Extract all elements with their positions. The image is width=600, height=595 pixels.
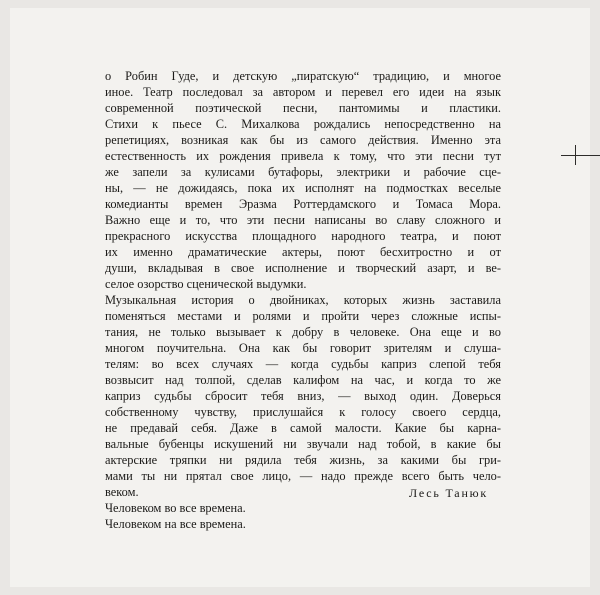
- article-text: [105, 68, 501, 532]
- text-line: каприз судьбы сбросит тебя вниз, — выход один. Доверься: [105, 389, 501, 403]
- text-line: телям: во всех случаях — когда судьбы каприз слепой тебя: [105, 357, 501, 371]
- text-line: тания, не только вызывает к добру в человеке. Она еще и во: [105, 325, 501, 339]
- text-line: о Робин Гуде, и детскую „пиратскую“ традицию, и многое: [105, 69, 501, 83]
- text-line: же запели за кулисами бутафоры, электрики и рабочие сце-: [105, 165, 501, 179]
- text-line: актерские тряпки ни рядила тебя жизнь, за какими бы гри-: [105, 453, 501, 467]
- crop-mark-horizontal: [561, 155, 600, 156]
- text-line: многом поучительна. Она как бы говорит зрителям и слуша-: [105, 341, 501, 355]
- text-line: иное. Театр последовал за автором и перевел его идеи на язык: [105, 85, 501, 99]
- text-line: Человеком во все времена.: [105, 501, 246, 515]
- text-line: селое озорство сценической выдумки.: [105, 277, 307, 291]
- text-line: души, вкладывая в свое исполнение и творческий азарт, и ве-: [105, 261, 501, 275]
- text-line: Стихи к пьесе С. Михалкова рождались непосредственно на: [105, 117, 501, 131]
- text-line: современной поэтической песни, пантомимы и пластики.: [105, 101, 501, 115]
- text-line: естественность их рождения привела к тому, что эти песни тут: [105, 149, 501, 163]
- crop-mark-vertical: [575, 145, 576, 165]
- text-line: не предавай себя. Даже в самой малости. Какие бы карна-: [105, 421, 501, 435]
- text-line: их именно драматические актеры, поют бесхитростно и от: [105, 245, 501, 259]
- text-line: ны, — не дожидаясь, пока их исполнят на подмостках веселые: [105, 181, 501, 195]
- text-line: собственному чувству, прислушайся к голосу своего сердца,: [105, 405, 501, 419]
- text-line: возвысит над толпой, сделав калифом на час, и когда то же: [105, 373, 501, 387]
- text-line: мами ты ни прятал свое лицо, — надо прежде всего быть чело-: [105, 469, 501, 483]
- author-signature: Лесь Танюк: [409, 486, 489, 500]
- text-line: Важно еще и то, что эти песни написаны во славу сложного и: [105, 213, 501, 227]
- text-line: Музыкальная история о двойниках, которых жизнь заставила: [105, 293, 501, 307]
- paragraph-2: [105, 292, 501, 500]
- paragraph-4: [105, 516, 501, 532]
- text-line: прекрасного искусства площадного народного театра, и поют: [105, 229, 501, 243]
- text-line: веком.: [105, 485, 139, 499]
- text-line: комедианты времен Эразма Роттердамского и Томаса Мора.: [105, 197, 501, 211]
- paragraph-1: [105, 68, 501, 292]
- paragraph-3: [105, 500, 501, 516]
- text-line: вальные бубенцы искушений ни звучали над тобой, в какие бы: [105, 437, 501, 451]
- text-line: Человеком на все времена.: [105, 517, 246, 531]
- text-line: поменяться местами и ролями и пройти через сложные испы-: [105, 309, 501, 323]
- text-line: репетициях, возникая как бы из самого действия. Именно эта: [105, 133, 501, 147]
